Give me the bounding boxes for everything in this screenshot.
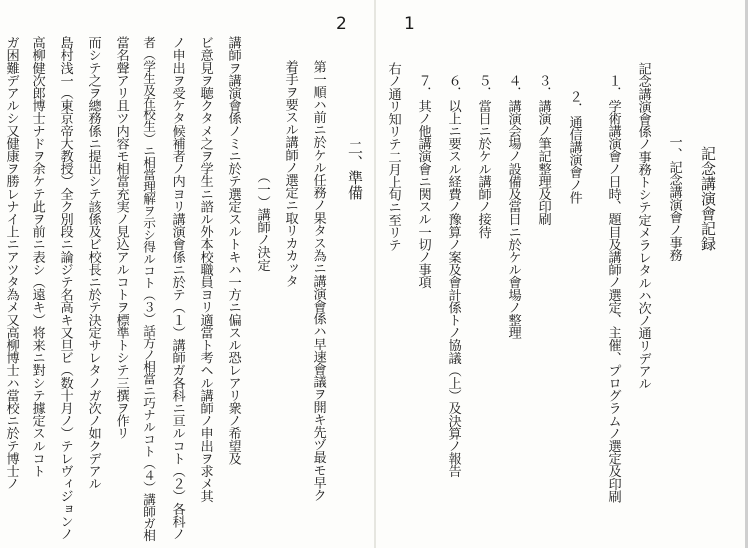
text-column: ビ意見ヲ聴クタメ之ヲ学生ニ諮ル外本校職員ヨリ適當ト考ヘル講師ノ申出ヲ求メ其 [197,36,213,503]
page-number-right: 1 [404,14,415,34]
text-column: （一）講師ノ決定 [254,170,270,271]
text-column: 而シテ之ヲ總務係ニ提出シテ該係及ビ校長ニ於テ決定サレタノガ次ノ如クデアル [85,36,101,490]
text-column: ３．講演ノ筆記整理及印刷 [535,74,551,226]
text-column: 二、準備 [346,140,364,200]
text-column: 一、記念講演會ノ事務 [666,135,682,262]
text-column: ６．以上ニ要スル経費ノ豫算ノ案及會計係トノ協議（上）及決算ノ報告 [445,74,461,478]
text-column: ガ困難デアルシ又健康ヲ勝レナイ上ニアツタ為メ又高柳博士ハ當校ニ於テ博士ノ [3,36,19,490]
text-column: 高柳健次郎博士ナドヲ余ケテ此ヲ前ニ表シ（遠キ）将来ニ對シテ據定スルコト [29,36,45,478]
text-column: 者（学生及在校生）ニ相當理解ヲ示シ得ルコト（３）話方ノ相當ニ巧ナルコト（４）講師ガ相 [141,36,157,541]
text-column: ５．當日ニ於ケル講師ノ接待 [475,74,491,238]
text-column: 記念講演會記録 [699,146,717,251]
text-column: 着手ヲ要スル講師ノ選定ニ取リカカッタ [282,60,298,287]
text-column: ノ申出ヲ受ケタ候補者ノ内ヨリ講演會係ニ於テ（１）講師ガ各科ニ亘ルコト（２）各科ノ [169,36,185,541]
page-fold [374,0,376,548]
text-column: １．学術講演會ノ日時、題目及講師ノ選定、主催、プログラムノ選定及印刷 [605,74,621,503]
text-column: ２．通信講演會ノ件 [566,90,582,204]
page-number-left: 2 [336,14,347,34]
text-column: ４．講演会場ノ設備及當日ニ於ケル會場ノ整理 [505,74,521,339]
text-column: 右ノ通リ知リテ二月上旬ニ至リテ [385,62,401,252]
text-column: 講師ヲ講演會係ノミニ於テ選定スルトキハ一方ニ偏スル恐レアリ衆ノ希望及 [225,36,241,465]
text-column: 島村浅一（東京帝大教授）全ク別段ニ論ジテ名高キ又旦ビ（数十月ノ）テレヴィジョンノ [57,36,73,541]
text-column: 當名聲アリ且ツ内容モ相當充実ノ見込アルコトヲ標準トシテ三撰ヲ作リ [113,36,129,440]
text-column: 第一順ハ前ニ於ケル任務ノ果タス為ニ講演會係ハ早速會議ヲ開キ先ヅ最モ早ク [310,60,326,502]
text-column: 記念講演會係ノ事務トシテ定メラレタルハ次ノ通リデアル [635,62,651,390]
text-column: ７．其ノ他講演會ニ関スル一切ノ事項 [415,74,431,289]
